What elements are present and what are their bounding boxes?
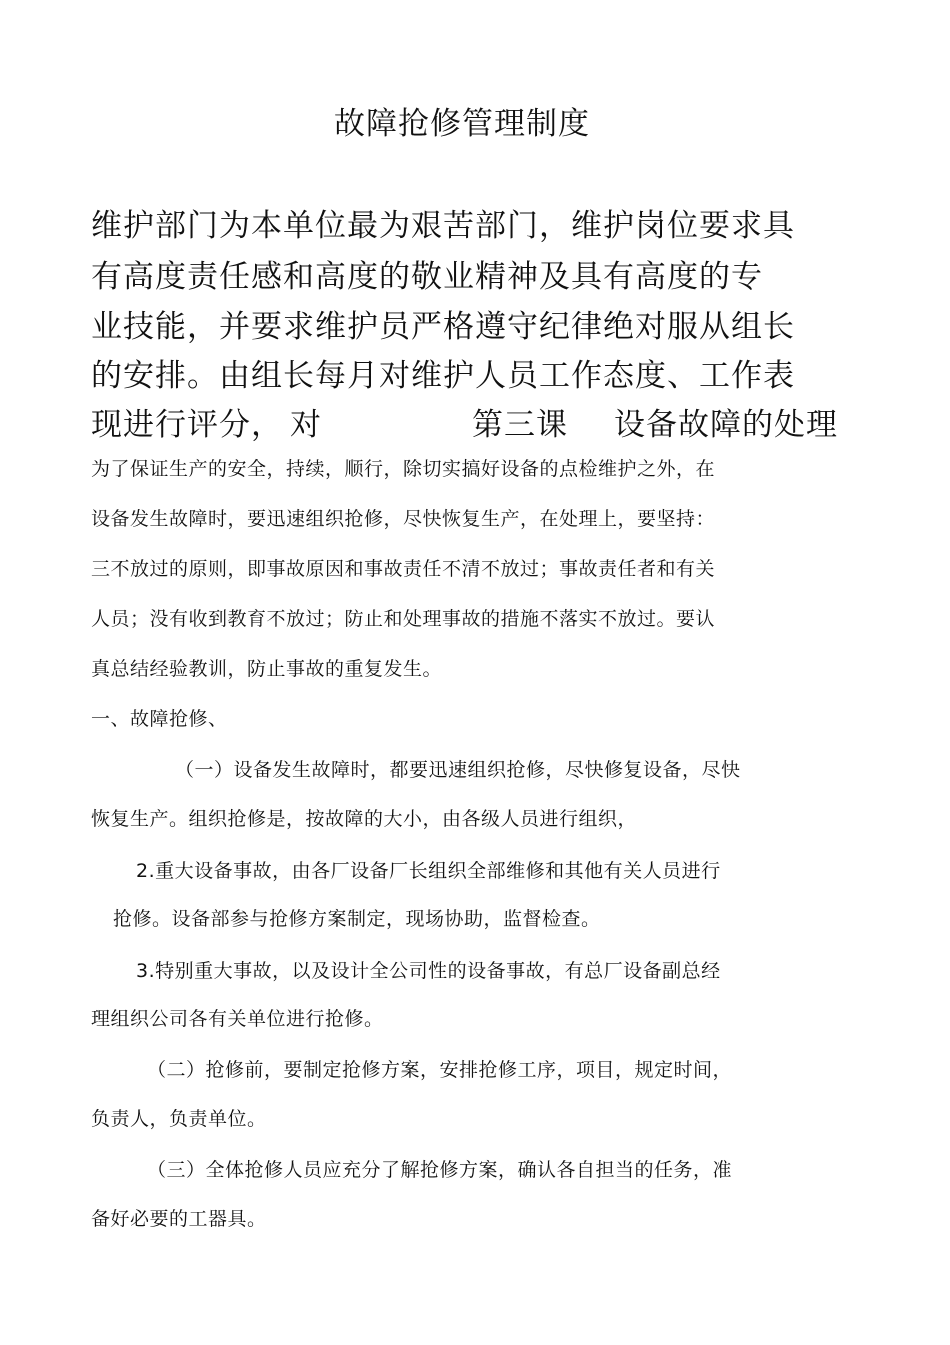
item-2-line-2: 抢修。设备部参与抢修方案制定，现场协助，监督检查。 bbox=[113, 908, 601, 930]
body-line-5: 真总结经验教训，防止事故的重复发生。 bbox=[91, 658, 443, 680]
item-1-line-1: （一）设备发生故障时，都要迅速组织抢修，尽快修复设备，尽快 bbox=[175, 759, 741, 781]
item-4-line-2: 负责人，负责单位。 bbox=[91, 1108, 267, 1130]
body-line-3: 三不放过的原则，即事故原因和事故责任不清不放过；事故责任者和有关 bbox=[91, 558, 716, 580]
intro-line-2: 有高度责任感和高度的敬业精神及具有高度的专 bbox=[91, 259, 763, 295]
item-4-line-1: （二）抢修前，要制定抢修方案，安排抢修工序，项目，规定时间， bbox=[147, 1059, 733, 1081]
intro-line-4: 的安排。由组长每月对维护人员工作态度、工作表 bbox=[91, 358, 795, 394]
body-line-2: 设备发生故障时，要迅速组织抢修，尽快恢复生产，在处理上，要坚持： bbox=[91, 508, 716, 530]
body-line-4: 人员；没有收到教育不放过；防止和处理事故的措施不落实不放过。要认 bbox=[91, 608, 716, 630]
intro-line-5-part2: 对 bbox=[290, 407, 322, 443]
body-line-1: 为了保证生产的安全，持续，顺行，除切实搞好设备的点检维护之外，在 bbox=[91, 458, 716, 480]
item-3-line-2: 理组织公司各有关单位进行抢修。 bbox=[91, 1008, 384, 1030]
section-heading-1: 一、故障抢修、 bbox=[91, 708, 228, 730]
lesson-title: 设备故障的处理 bbox=[614, 407, 838, 443]
item-5-line-1: （三）全体抢修人员应充分了解抢修方案，确认各自担当的任务，准 bbox=[147, 1159, 733, 1181]
intro-line-1: 维护部门为本单位最为艰苦部门，维护岗位要求具 bbox=[91, 208, 795, 244]
item-3-line-1: 3.特别重大事故，以及设计全公司性的设备事故，有总厂设备副总经 bbox=[136, 960, 721, 982]
document-title: 故障抢修管理制度 bbox=[334, 106, 590, 142]
intro-line-3: 业技能，并要求维护员严格遵守纪律绝对服从组长 bbox=[91, 309, 795, 345]
item-1-line-2: 恢复生产。组织抢修是，按故障的大小，由各级人员进行组织， bbox=[91, 808, 638, 830]
item-5-line-2: 备好必要的工器具。 bbox=[91, 1208, 267, 1230]
item-2-line-1: 2.重大设备事故，由各厂设备厂长组织全部维修和其他有关人员进行 bbox=[136, 860, 721, 882]
intro-line-5-part1: 现进行评分， bbox=[91, 407, 283, 443]
lesson-label: 第三课 bbox=[472, 407, 568, 443]
